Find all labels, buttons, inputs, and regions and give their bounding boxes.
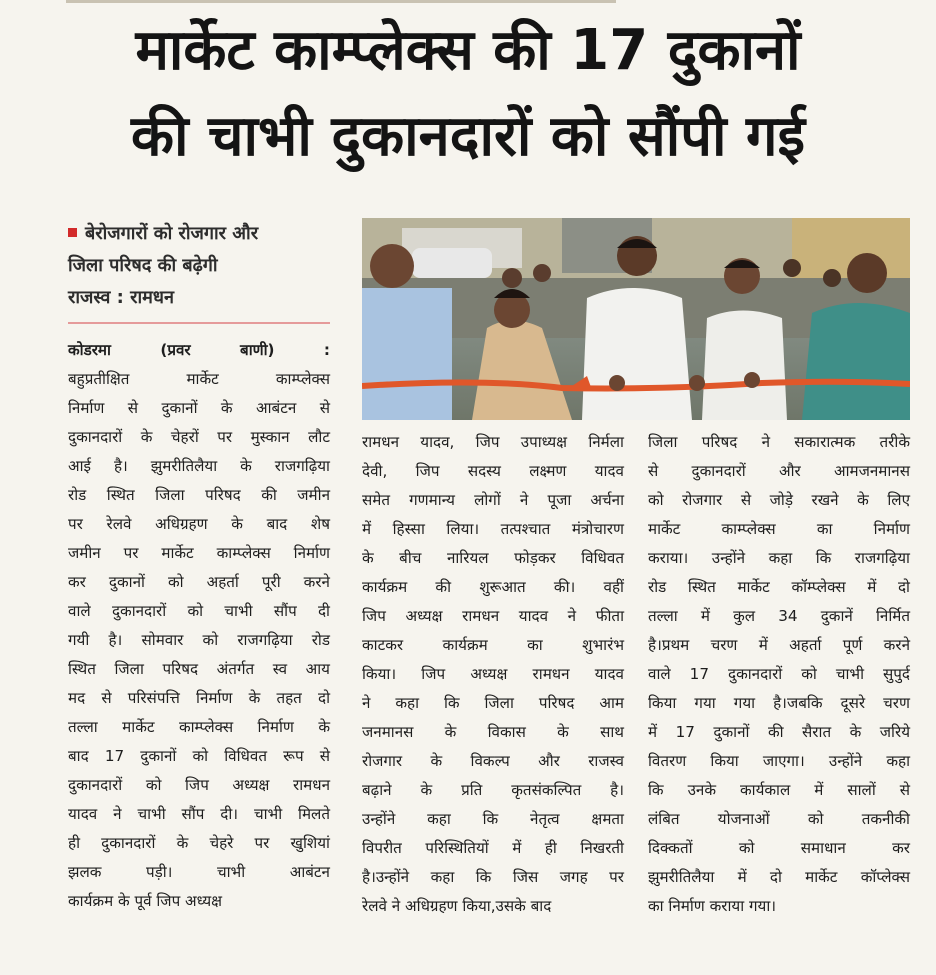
- article-line: है।उन्होंने कहा कि जिस जगह पर: [362, 868, 624, 886]
- article-line: कराया। उन्होंने कहा कि राजगढ़िया: [648, 549, 910, 567]
- article-line: तल्ला मार्केट काम्प्लेक्स निर्माण के: [68, 718, 330, 736]
- article-line: देवी, जिप सदस्य लक्ष्मण यादव: [362, 462, 624, 480]
- article-line: बहुप्रतीक्षित मार्केट काम्प्लेक्स: [68, 370, 330, 388]
- article-line: किया गया गया है।जबकि दूसरे चरण: [648, 694, 910, 712]
- article-line: जिप अध्यक्ष रामधन यादव ने फीता: [362, 607, 624, 625]
- article-line: बढ़ाने के प्रति कृतसंकल्पित है।: [362, 781, 624, 799]
- article-line: का निर्माण कराया गया।: [648, 897, 777, 915]
- article-line: मार्केट काम्प्लेक्स का निर्माण: [648, 520, 910, 538]
- article-line: वितरण किया जाएगा। उन्होंने कहा: [648, 752, 910, 770]
- article-line: दिक्कतों को समाधान कर: [648, 839, 910, 857]
- article-line: यादव ने चाभी सौंप दी। चाभी मिलते: [68, 805, 330, 823]
- article-line: रामधन यादव, जिप उपाध्यक्ष निर्मला: [362, 433, 624, 451]
- article-line: ने कहा कि जिला परिषद आम: [362, 694, 624, 712]
- article-line: है।प्रथम चरण में अहर्ता पूर्ण करने: [648, 636, 910, 654]
- article-line: के बीच नारियल फोड़कर विधिवत: [362, 549, 624, 567]
- article-line: निर्माण से दुकानों के आबंटन से: [68, 399, 330, 417]
- article-line: आई है। झुमरीतिलैया के राजगढ़िया: [68, 457, 330, 475]
- article-line: विपरीत परिस्थितियों में ही निखरती: [362, 839, 624, 857]
- article-line: बाद 17 दुकानों को विधिवत रूप से: [68, 747, 330, 765]
- article-line: जिला परिषद ने सकारात्मक तरीके: [648, 433, 910, 451]
- headline: [0, 8, 936, 180]
- article-line: जनमानस के विकास के साथ: [362, 723, 624, 741]
- article-line: दुकानदारों को जिप अध्यक्ष रामधन: [68, 776, 330, 794]
- article-line: झुमरीतिलैया में दो मार्केट कॉप्लेक्स: [648, 868, 910, 886]
- article-line: में हिस्सा लिया। तत्पश्चात मंत्रोचारण: [362, 520, 624, 538]
- article-line: जमीन पर मार्केट काम्प्लेक्स निर्माण: [68, 544, 330, 562]
- article-line: में 17 दुकानों की सैरात के जरिये: [648, 723, 910, 741]
- article-line: रेलवे ने अधिग्रहण किया,उसके बाद: [362, 897, 552, 915]
- subheadline-line-3: राजस्व : रामधन: [68, 287, 174, 308]
- subheadline-line-1: [68, 218, 330, 250]
- article-line: वाले 17 दुकानदारों को चाभी सुपुर्द: [648, 665, 910, 683]
- article-line: वाले दुकानदारों को चाभी सौंप दी: [68, 602, 330, 620]
- article-line: रोजगार के विकल्प और राजस्व: [362, 752, 624, 770]
- article-line: तल्ला में कुल 34 दुकानें निर्मित: [648, 607, 910, 625]
- ribbon-cutting-photo: [362, 218, 910, 420]
- article-line: काटकर कार्यक्रम का शुभारंभ: [362, 636, 624, 654]
- article-line: उन्होंने कहा कि नेतृत्व क्षमता: [362, 810, 624, 828]
- article-line: रोड स्थित जिला परिषद की जमीन: [68, 486, 330, 504]
- subheadline-line-2: जिला परिषद की बढ़ेगी: [68, 255, 218, 276]
- article-line: रोड स्थित मार्केट कॉम्प्लेक्स में दो: [648, 578, 910, 596]
- article-line: गयी है। सोमवार को राजगढ़िया रोड: [68, 631, 330, 649]
- headline-line-2: की चाभी दुकानदारों को सौंपी गई: [130, 104, 806, 169]
- article-column-2: [362, 428, 624, 921]
- subheadline-divider: [68, 322, 330, 324]
- article-line: मद से परिसंपत्ति निर्माण के तहत दो: [68, 689, 330, 707]
- article-line: कर दुकानों को अहर्ता पूरी करने: [68, 573, 330, 591]
- subheadline: [68, 218, 330, 314]
- subheadline-text-1: बेरोजगारों को रोजगार और: [85, 223, 259, 244]
- red-bullet-icon: [68, 228, 77, 237]
- article-line: कोडरमा (प्रवर बाणी) :: [68, 341, 330, 359]
- article-line: समेत गणमान्य लोगों ने पूजा अर्चना: [362, 491, 624, 509]
- article-line: ही दुकानदारों के चेहरे पर खुशियां: [68, 834, 330, 852]
- article-column-3: [648, 428, 910, 921]
- article-line: दुकानदारों के चेहरों पर मुस्कान लौट: [68, 428, 330, 446]
- article-line: किया। जिप अध्यक्ष रामधन यादव: [362, 665, 624, 683]
- article-line: से दुकानदारों और आमजनमानस: [648, 462, 910, 480]
- article-line: कि उनके कार्यकाल में सालों से: [648, 781, 910, 799]
- article-line: कार्यक्रम की शुरूआत की। वहीं: [362, 578, 624, 596]
- article-line: स्थित जिला परिषद अंतर्गत स्व आय: [68, 660, 330, 678]
- article-line: कार्यक्रम के पूर्व जिप अध्यक्ष: [68, 892, 223, 910]
- article-line: को रोजगार से जोड़े रखने के लिए: [648, 491, 910, 509]
- article-line: झलक पड़ी। चाभी आबंटन: [68, 863, 330, 881]
- article-line: पर रेलवे अधिग्रहण के बाद शेष: [68, 515, 330, 533]
- article-column-1: [68, 336, 330, 916]
- top-rule: [66, 0, 616, 3]
- article-line: लंबित योजनाओं को तकनीकी: [648, 810, 910, 828]
- headline-line-1: मार्केट काम्प्लेक्स की 17 दुकानों: [135, 18, 801, 83]
